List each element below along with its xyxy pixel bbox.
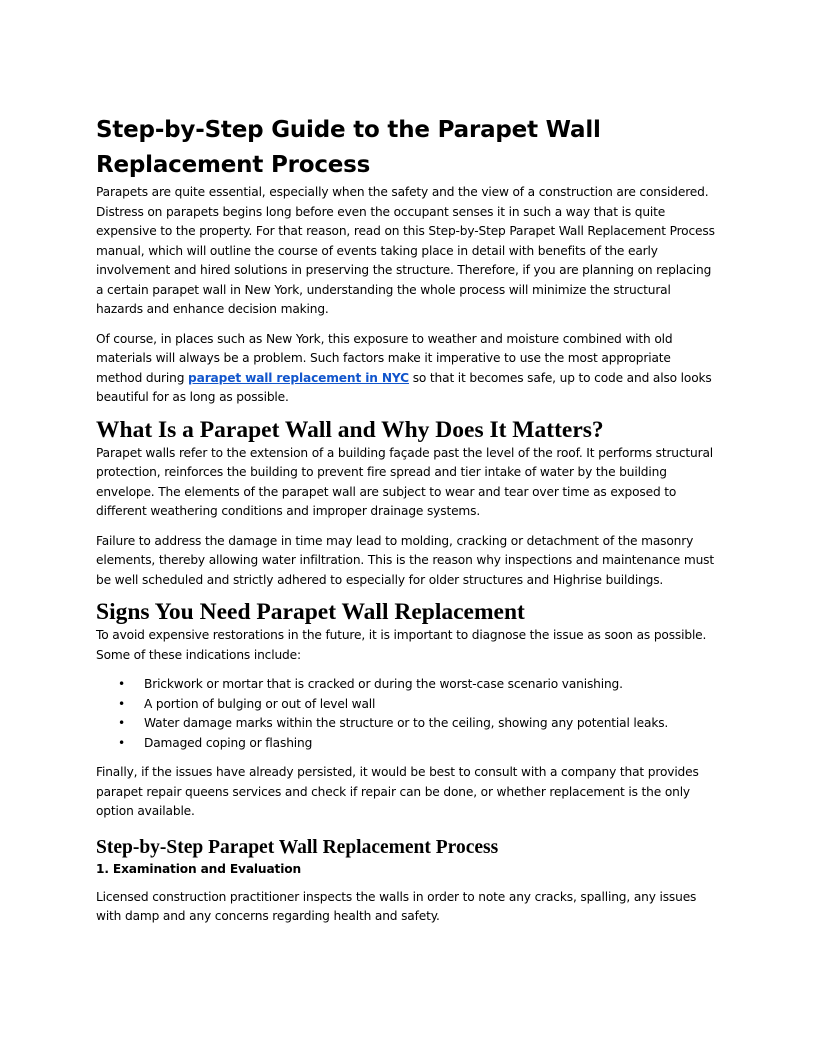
section-heading-process: Step-by-Step Parapet Wall Replacement Process bbox=[96, 836, 499, 858]
document-page bbox=[96, 113, 720, 927]
list-item-text: Brickwork or mortar that is cracked or during the worst-case scenario vanishing. bbox=[144, 677, 623, 691]
parapet-replacement-nyc-link[interactable]: parapet wall replacement in NYC bbox=[188, 370, 409, 385]
list-item bbox=[96, 695, 720, 715]
intro-paragraph-1: Parapets are quite essential, especially when the safety and the view of a construction are considered. Distress on parapets begins long before even the occupant senses it in such a way that is quite expensive to the property. For that reason, read on this Step-by-Step Parapet Wall Replacement Process manual, which will outline the course of events taking place in detail with benefits of the early involvement and hired solutions in preserving the structure. Therefore, if you are planning on replacing a certain parapet wall in New York, understanding the whole process will minimize the structural hazards and enhance decision making. bbox=[96, 185, 715, 316]
intro-paragraph-2-text-after: so that it becomes safe, up to code and also looks beautiful for as long as possible. bbox=[96, 370, 712, 404]
bullet-icon: • bbox=[118, 716, 126, 730]
what-is-paragraph-1: Parapet walls refer to the extension of a building façade past the level of the roof. It performs structural protection, reinforces the building to prevent fire spread and tier intake of water by the building envelope. The elements of the parapet wall are subject to wear and tear over time as exposed to different weathering conditions and improper drainage systems. bbox=[96, 445, 714, 518]
list-item-text: Damaged coping or flashing bbox=[144, 735, 313, 750]
step-1-title: 1. Examination and Evaluation bbox=[96, 861, 301, 876]
what-is-paragraph-2: Failure to address the damage in time may lead to molding, cracking or detachment of the masonry elements, thereby allowing water infiltration. This is the reason why inspections and maintenance must be well scheduled and strictly adhered to especially for older structures and Highrise buildings. bbox=[96, 533, 714, 587]
list-item bbox=[96, 675, 720, 695]
section-heading-signs: Signs You Need Parapet Wall Replacement bbox=[96, 599, 525, 625]
intro-paragraph-2 bbox=[96, 330, 720, 408]
section-heading-what-is: What Is a Parapet Wall and Why Does It Matters? bbox=[96, 416, 604, 443]
step-1-text: Licensed construction practitioner inspects the walls in order to note any cracks, spalling, any issues with damp and any concerns regarding health and safety. bbox=[96, 889, 697, 923]
signs-intro-paragraph: To avoid expensive restorations in the future, it is important to diagnose the issue as soon as possible. Some of these indications include: bbox=[96, 628, 707, 662]
signs-outro-paragraph: Finally, if the issues have already persisted, it would be best to consult with a company that provides parapet repair queens services and check if repair can be done, or whether replacement is the only option available. bbox=[96, 765, 699, 818]
signs-bullet-list bbox=[96, 675, 720, 753]
bullet-icon: • bbox=[118, 696, 126, 711]
list-item-text: Water damage marks within the structure or to the ceiling, showing any potential leaks. bbox=[144, 716, 669, 730]
bullet-icon: • bbox=[118, 735, 126, 750]
intro-paragraph-2-text-before: Of course, in places such as New York, this exposure to weather and moisture combined with old materials will always be a problem. Such factors make it imperative to use the most appropriate method during bbox=[96, 331, 673, 385]
page-title: Step-by-Step Guide to the Parapet Wall Replacement Process bbox=[96, 117, 601, 178]
list-item-text: A portion of bulging or out of level wall bbox=[144, 696, 376, 711]
list-item bbox=[96, 734, 720, 754]
list-item bbox=[96, 714, 720, 734]
bullet-icon: • bbox=[118, 677, 126, 691]
